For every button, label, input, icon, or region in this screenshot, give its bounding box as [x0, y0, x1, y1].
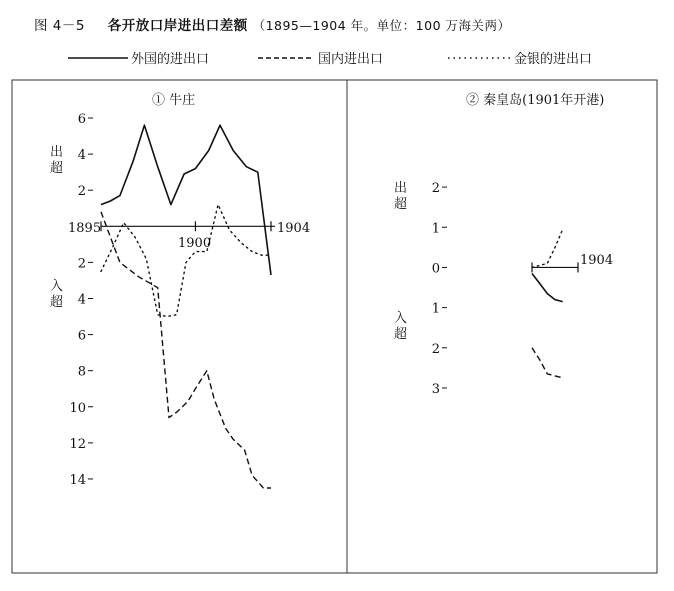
- panel-1-series-solid: [101, 125, 271, 275]
- panel-1-x-axis: [101, 221, 275, 231]
- figure-number: 图 4－5: [34, 18, 85, 34]
- panel-1-title: ① 牛庄: [152, 93, 196, 108]
- panel-2-series-dashed: [532, 348, 563, 378]
- panel-2-series: [532, 229, 563, 378]
- panel-1-y-tick-label: 6: [77, 112, 86, 128]
- panel-1-y-tick-label: 8: [77, 364, 86, 380]
- panel-2-x-end-label: 1904: [580, 253, 614, 268]
- panel-1-y-ticks: [69, 112, 93, 488]
- panel-1-y-tick-label: 12: [69, 436, 86, 452]
- panel-2-lower-char-2: 超: [394, 327, 408, 342]
- panel-2-lower-label: [394, 311, 411, 342]
- panel-2-y-tick-label: 1: [431, 301, 440, 317]
- panel-2-y-tick-label: 2: [431, 181, 440, 197]
- panel-qinhuangdao: [394, 92, 613, 397]
- panel-2-y-tick-label: 3: [431, 381, 440, 397]
- panel-2-title: ② 秦皇岛(1901年开港): [466, 93, 605, 108]
- panel-2-series-solid: [532, 274, 563, 302]
- panel-1-y-tick-label: 2: [77, 256, 86, 272]
- panel-2-y-ticks: [432, 181, 447, 397]
- panel-1-y-tick-label: 10: [69, 400, 86, 416]
- panel-2-series-dotted: [532, 229, 563, 267]
- panel-1-x-mid-label: 1900: [178, 236, 212, 251]
- panel-1-y-tick-label: 14: [69, 472, 86, 488]
- panel-2-upper-char-2: 超: [394, 197, 408, 212]
- figure-subtitle: （1895—1904 年。单位：100 万海关两）: [252, 18, 511, 33]
- panel-2-y-tick-label: 2: [431, 341, 440, 357]
- legend-label-foreign: 外国的进出口: [131, 52, 210, 67]
- panel-newchwang: [50, 92, 310, 488]
- panel-1-upper-label: [50, 144, 67, 176]
- panel-1-x-end-label: 1904: [277, 221, 311, 236]
- panel-2-y-tick-label: 0: [431, 261, 440, 277]
- panel-2-upper-label: [394, 180, 411, 212]
- panel-2-upper-char-1: 出: [394, 181, 408, 196]
- panel-1-x-start-label: 1895: [68, 221, 102, 236]
- panel-1-series-dotted: [101, 205, 271, 317]
- legend-label-bullion: 金银的进出口: [514, 52, 593, 67]
- figure-main-title: 各开放口岸进出口差额: [107, 18, 248, 34]
- panel-1-lower-char-2: 超: [50, 295, 64, 310]
- panel-1-y-tick-label: 2: [77, 184, 86, 200]
- panel-2-y-tick-label: 1: [431, 221, 440, 237]
- panel-1-series-dashed: [101, 212, 271, 488]
- panel-1-y-tick-label: 4: [77, 292, 86, 308]
- panel-2-x-axis: [532, 262, 578, 272]
- panel-1-lower-char-1: 入: [50, 279, 64, 294]
- panel-1-upper-char-2: 超: [50, 161, 64, 176]
- legend-label-domestic: 国内进出口: [318, 52, 384, 67]
- panel-1-series: [101, 125, 271, 488]
- legend: [68, 51, 592, 67]
- panel-1-y-tick-label: 4: [77, 148, 86, 164]
- panel-1-upper-char-1: 出: [50, 145, 64, 160]
- panel-1-y-tick-label: 6: [77, 328, 86, 344]
- panel-2-lower-char-1: 入: [394, 311, 408, 326]
- panel-1-lower-label: [50, 279, 67, 310]
